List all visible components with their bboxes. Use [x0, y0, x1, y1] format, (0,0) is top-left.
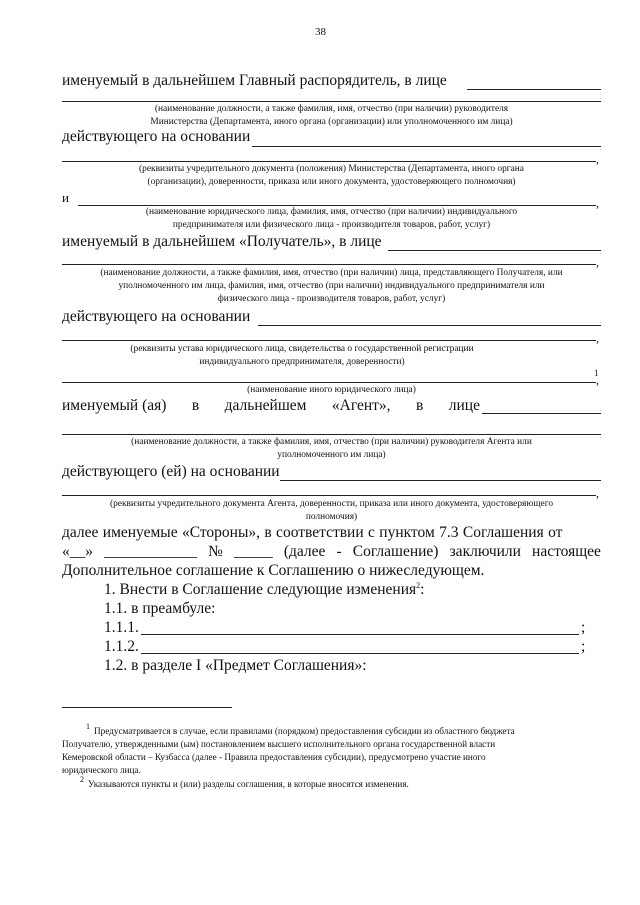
- agent-word: в: [416, 397, 424, 414]
- item-1-1-1: 1.1.1.: [104, 619, 139, 636]
- caption-ministry-docs-b: (организации), доверенности, приказа или иного документа, удостоверяющего полномочия): [147, 177, 516, 187]
- caption-chief-position-a: (наименование должности, а также фамилия, имя, отчество (при наличии) руководителя: [154, 104, 509, 114]
- fill-line: [62, 495, 596, 496]
- caption-ministry-docs-a: (реквизиты учредительного документа (положения) Министерства (Департамента, иного органа: [139, 164, 524, 174]
- footnote-1-line4: юридического лица.: [62, 765, 141, 775]
- caption-recipient-rep-b: уполномоченного им лица, фамилия, имя, отчество (при наличии) индивидуального предпринимателя или: [118, 281, 545, 291]
- footnote-1-line3: Кемеровской области – Кузбасса (далее - Правила предоставления субсидии), предусмотрено участие иного: [62, 752, 486, 762]
- agent-basis-line: действующего (ей) на основании: [62, 463, 280, 480]
- item-1-text: 1. Внести в Соглашение следующие изменения: [104, 581, 417, 599]
- fill-line: [388, 250, 601, 251]
- item-1-2: 1.2. в разделе I «Предмет Соглашения»:: [104, 657, 367, 674]
- fill-line: [467, 89, 601, 90]
- para-word: (далее: [283, 543, 326, 560]
- caption-recipient-name-b: предпринимателя или физического лица - производителя товаров, работ, услуг): [172, 220, 491, 230]
- caption-recipient-name-a: (наименование юридического лица, фамилия, имя, отчество (при наличии) индивидуального: [145, 207, 518, 217]
- para-word: Соглашение): [352, 543, 439, 560]
- recipient-basis-line: действующего на основании: [62, 308, 251, 325]
- parties-paragraph-line3: Дополнительное соглашение к Соглашению о нижеследующем.: [62, 562, 485, 579]
- comma: ,: [596, 255, 599, 269]
- semicolon: ;: [581, 638, 586, 655]
- acting-basis-line: действующего на основании: [62, 128, 251, 145]
- fill-line: [280, 480, 601, 481]
- footnote-1-mark: 1: [86, 722, 90, 731]
- caption-recipient-rep-a: (наименование должности, а также фамилия, имя, отчество (при наличии) лица, представляющего Получателя, или: [100, 268, 563, 278]
- footnote-ref-1: 1: [594, 368, 599, 378]
- comma: ,: [596, 331, 599, 345]
- para-word: заключили: [449, 543, 521, 560]
- and-label: и: [62, 190, 69, 205]
- agent-word: лице: [448, 397, 480, 414]
- recipient-line: именуемый в дальнейшем «Получатель», в лице: [62, 233, 382, 250]
- caption-other-entity: (наименование иного юридического лица): [247, 385, 416, 395]
- caption-agent-head-b: уполномоченного им лица): [277, 450, 386, 460]
- para-word: _____: [234, 543, 273, 560]
- para-word: «__»: [62, 543, 93, 560]
- footnote-separator: [62, 707, 232, 708]
- para-word: настоящее: [532, 543, 601, 560]
- caption-agent-docs-a: (реквизиты учредительного документа Агента, доверенности, приказа или иного документа, удостоверяющего: [109, 499, 554, 509]
- fill-line: [62, 340, 596, 341]
- agent-word: в: [191, 397, 200, 414]
- parties-paragraph-line1: далее именуемые «Стороны», в соответствии с пунктом 7.3 Соглашения от: [62, 524, 563, 541]
- item-1-1: 1.1. в преамбуле:: [104, 600, 216, 617]
- footnote-2-mark: 2: [80, 775, 84, 784]
- fill-line: [482, 413, 601, 414]
- chief-manager-line: именуемый в дальнейшем Главный распорядитель, в лице: [62, 72, 447, 89]
- fill-line: [62, 161, 596, 162]
- semicolon: ;: [581, 619, 586, 636]
- footnote-1-line1: Предусматривается в случае, если правилами (порядком) предоставления субсидии из областного бюджета: [94, 726, 515, 736]
- footnote-2-line1: Указываются пункты и (или) разделы соглашения, в которые вносятся изменения.: [88, 779, 409, 789]
- item-1: [104, 581, 424, 599]
- caption-agent-docs-b: полномочия): [305, 512, 358, 522]
- caption-agent-head-a: (наименование должности, а также фамилия, имя, отчество (при наличии) руководителя Агента или: [131, 437, 532, 447]
- caption-chief-position-b: Министерства (Департамента, иного органа (организации) или уполномоченного им лица): [150, 117, 513, 127]
- fill-line: [258, 325, 601, 326]
- comma: ,: [596, 152, 599, 166]
- fill-line: [252, 146, 601, 147]
- para-word: ____________: [104, 543, 198, 560]
- comma: ,: [596, 373, 599, 387]
- fill-line: [78, 205, 596, 206]
- item-1-colon: :: [420, 581, 425, 599]
- agent-word: «Агент»,: [331, 397, 391, 414]
- fill-line: [62, 434, 601, 435]
- fill-line: [141, 653, 579, 654]
- fill-line: [62, 382, 596, 383]
- comma: ,: [596, 196, 599, 210]
- parties-paragraph-line2: [62, 543, 601, 561]
- comma: ,: [596, 486, 599, 500]
- caption-recipient-rep-c: физического лица - производителя товаров, работ, услуг): [217, 294, 446, 304]
- agent-word: дальнейшем: [224, 397, 307, 414]
- page-number: 38: [315, 26, 326, 38]
- fill-line: [62, 264, 596, 265]
- agent-word: именуемый (ая): [62, 397, 167, 414]
- caption-charter-a: (реквизиты устава юридического лица, свидетельства о государственной регистрации: [130, 344, 474, 354]
- para-word: №: [208, 543, 223, 560]
- item-1-1-2: 1.1.2.: [104, 638, 139, 655]
- footnote-ref-2: 2: [416, 581, 421, 590]
- para-word: -: [336, 543, 342, 560]
- footnote-1-line2: Получателю, утвержденными (ым) постановлением высшего исполнительного органа государственной власти: [62, 739, 496, 749]
- agent-line: [62, 397, 480, 415]
- caption-charter-b: индивидуального предпринимателя, доверенности): [199, 357, 405, 367]
- fill-line: [62, 101, 601, 102]
- fill-line: [141, 634, 579, 635]
